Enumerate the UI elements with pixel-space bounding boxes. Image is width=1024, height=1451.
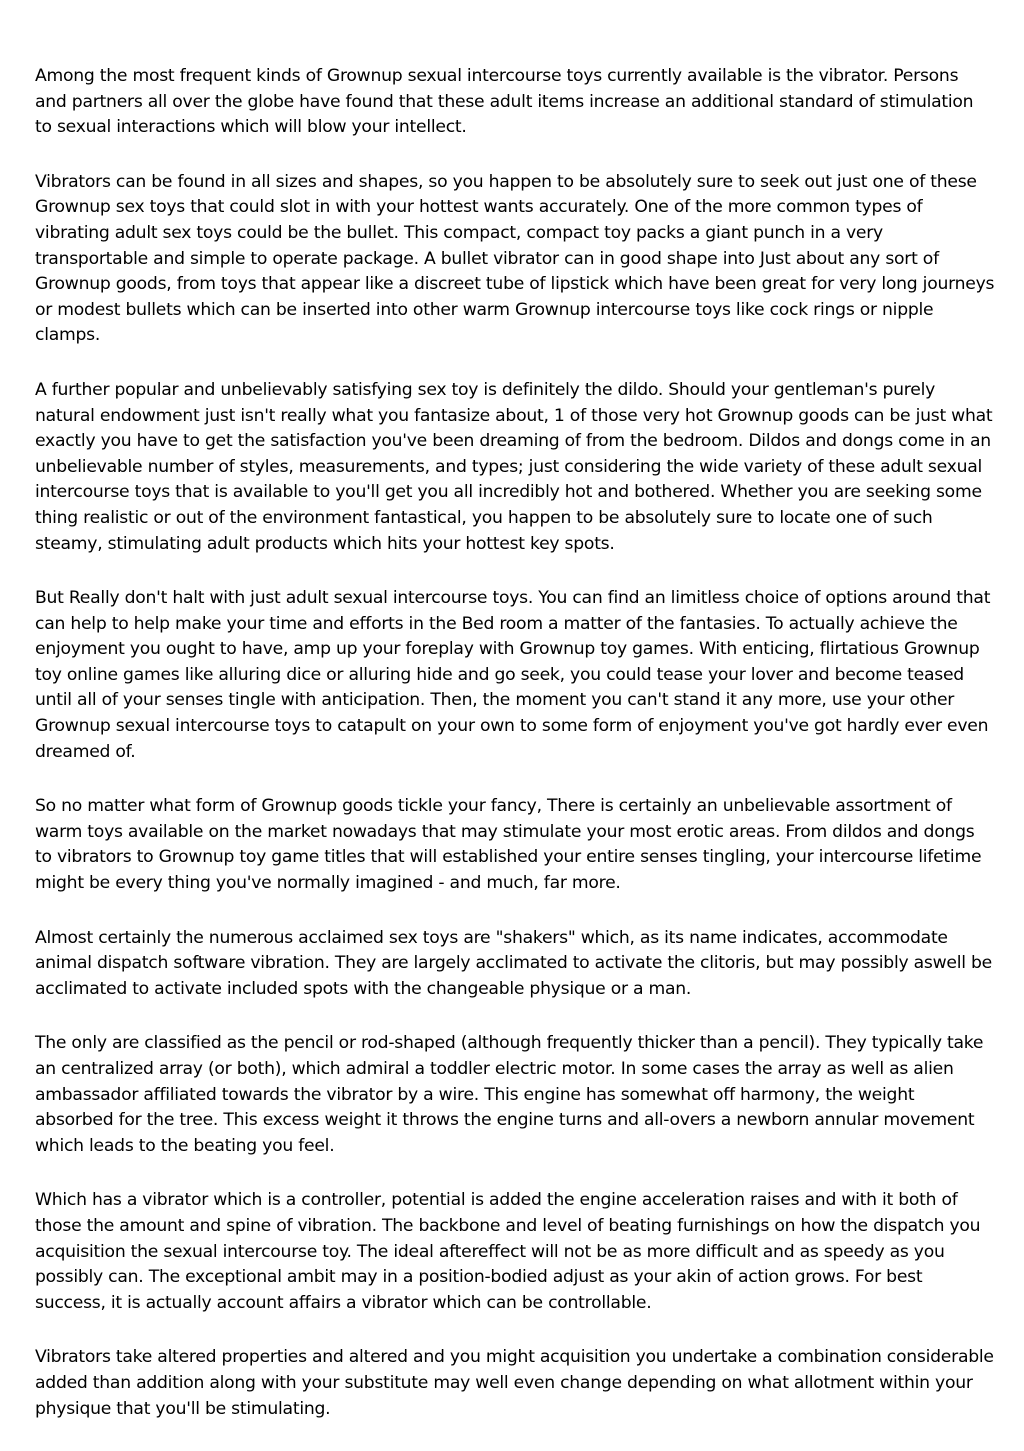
paragraph-5: So no matter what form of Grownup goods tickle your fancy, There is certainly an unbelievable assortment of warm toys available on the market nowadays that may stimulate your most erotic areas. From dildos and dongs to vibrators to Grownup toy game titles that will established your entire senses tingling, your intercourse lifetime might be every thing you've normally imagined - and much, far more. — [35, 796, 982, 894]
document-body — [35, 64, 995, 1451]
paragraph-6: Almost certainly the numerous acclaimed sex toys are "shakers" which, as its name indicates, accommodate animal dispatch software vibration. They are largely acclimated to activate the clitoris, but may possibly aswell be acclimated to activate included spots with the changeable physique or a man. — [35, 927, 992, 999]
paragraph-9: Vibrators take altered properties and altered and you might acquisition you undertake a combination considerable added than addition along with your substitute may well even change depending on what allotment within your physique that you'll be stimulating. — [35, 1347, 994, 1419]
paragraph-3: A further popular and unbelievably satisfying sex toy is definitely the dildo. Should your gentleman's purely natural endowment just isn't really what you fantasize about, 1 of those very hot Grownup goods can be just what exactly you have to get the satisfaction you've been dreaming of from the bedroom. Dildos and dongs come in an unbelievable number of styles, measurements, and types; just considering the wide variety of these adult sexual intercourse toys that is available to you'll get you all incredibly hot and bothered. Whether you are seeking some thing realistic or out of the environment fantastical, you happen to be absolutely sure to locate one of such steamy, stimulating adult products which hits your hottest key spots. — [35, 379, 993, 554]
paragraph-1: Among the most frequent kinds of Grownup sexual intercourse toys currently available is the vibrator. Persons and partners all over the globe have found that these adult items increase an additional standard of stimulation to sexual interactions which will blow your intellect. — [35, 66, 974, 138]
paragraph-2: Vibrators can be found in all sizes and shapes, so you happen to be absolutely sure to seek out just one of these Grownup sex toys that could slot in with your hottest wants accurately. One of the more common types of vibrating adult sex toys could be the bullet. This compact, compact toy packs a giant punch in a very transportable and simple to operate package. A bullet vibrator can in good shape into Just about any sort of Grownup goods, from toys that appear like a discreet tube of lipstick which have been great for very long journeys or modest bullets which can be inserted into other warm Grownup intercourse toys like cock rings or nipple clamps. — [35, 171, 995, 346]
paragraph-8: Which has a vibrator which is a controller, potential is added the engine acceleration raises and with it both of those the amount and spine of vibration. The backbone and level of beating furnishings on how the dispatch you acquisition the sexual intercourse toy. The ideal aftereffect will not be as more difficult and as speedy as you possibly can. The exceptional ambit may in a position-bodied adjust as your akin of action grows. For best success, it is actually account affairs a vibrator which can be controllable. — [35, 1190, 981, 1313]
paragraph-7: The only are classified as the pencil or rod-shaped (although frequently thicker than a pencil). They typically take an centralized array (or both), which admiral a toddler electric motor. In some cases the array as well as alien ambassador affiliated towards the vibrator by a wire. This engine has somewhat off harmony, the weight absorbed for the tree. This excess weight it throws the engine turns and all-overs a newborn annular movement which leads to the beating you feel. — [35, 1033, 984, 1156]
paragraph-4: But Really don't halt with just adult sexual intercourse toys. You can find an limitless choice of options around that can help to help make your time and efforts in the Bed room a matter of the fantasies. To actually achieve the enjoyment you ought to have, amp up your foreplay with Grownup toy games. With enticing, flirtatious Grownup toy online games like alluring dice or alluring hide and go seek, you could tease your lover and become teased until all of your senses tingle with anticipation. Then, the moment you can't stand it any more, use your other Grownup sexual intercourse toys to catapult on your own to some form of enjoyment you've got hardly ever even dreamed of. — [35, 588, 991, 762]
